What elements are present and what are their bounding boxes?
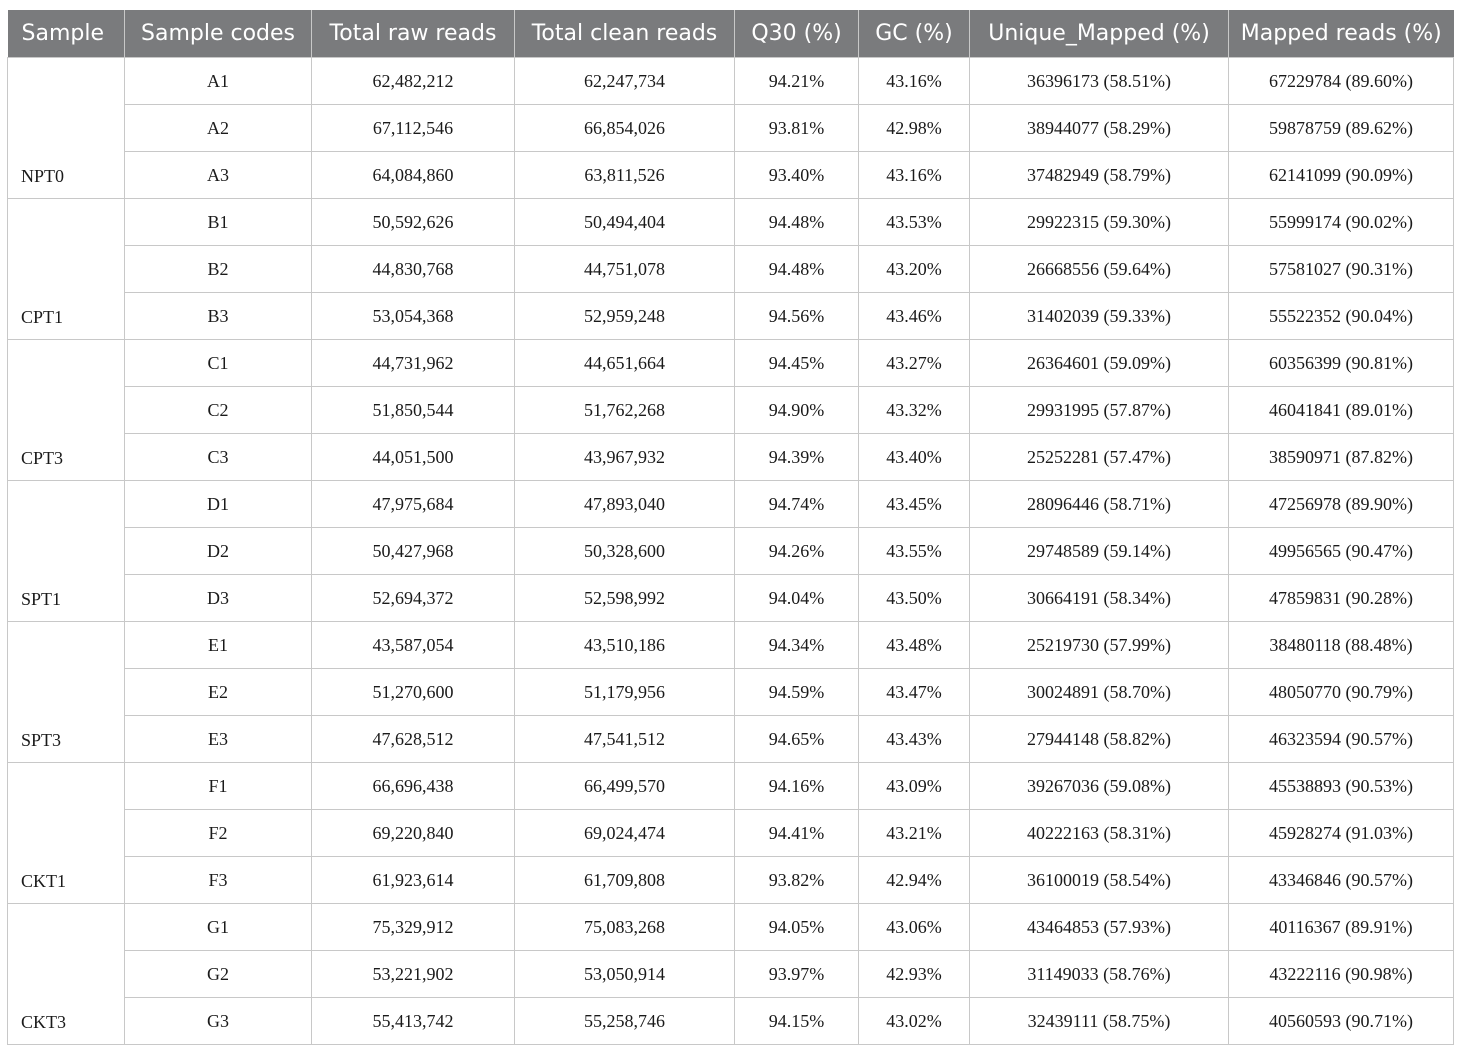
- q30-cell: 94.48%: [735, 199, 859, 246]
- unique-mapped-cell: 25219730 (57.99%): [970, 622, 1229, 669]
- sample-group-cell: CPT1: [8, 199, 125, 340]
- table-row: [8, 669, 1454, 716]
- total-clean-reads-cell: 51,762,268: [515, 387, 735, 434]
- table-row: [8, 434, 1454, 481]
- header-row: [8, 10, 1454, 58]
- sample-code-cell: C1: [125, 340, 312, 387]
- mapped-reads-cell: 38590971 (87.82%): [1229, 434, 1454, 481]
- sample-code-cell: A2: [125, 105, 312, 152]
- sample-group-cell: SPT3: [8, 622, 125, 763]
- total-raw-reads-cell: 67,112,546: [312, 105, 515, 152]
- total-raw-reads-cell: 43,587,054: [312, 622, 515, 669]
- q30-cell: 93.40%: [735, 152, 859, 199]
- sample-group-cell: NPT0: [8, 58, 125, 199]
- total-clean-reads-cell: 51,179,956: [515, 669, 735, 716]
- unique-mapped-cell: 25252281 (57.47%): [970, 434, 1229, 481]
- gc-cell: 43.21%: [859, 810, 970, 857]
- mapped-reads-cell: 48050770 (90.79%): [1229, 669, 1454, 716]
- sample-code-cell: G1: [125, 904, 312, 951]
- table-row: [8, 716, 1454, 763]
- table-container: [7, 10, 1453, 1045]
- q30-cell: 94.56%: [735, 293, 859, 340]
- gc-cell: 42.98%: [859, 105, 970, 152]
- sample-group-cell: CKT1: [8, 763, 125, 904]
- q30-cell: 93.97%: [735, 951, 859, 998]
- table-row: [8, 951, 1454, 998]
- total-clean-reads-cell: 47,541,512: [515, 716, 735, 763]
- total-raw-reads-cell: 61,923,614: [312, 857, 515, 904]
- table-row: [8, 387, 1454, 434]
- table-row: [8, 857, 1454, 904]
- sample-code-cell: G3: [125, 998, 312, 1045]
- q30-cell: 94.26%: [735, 528, 859, 575]
- q30-cell: 94.48%: [735, 246, 859, 293]
- gc-cell: 43.46%: [859, 293, 970, 340]
- table-row: [8, 763, 1454, 810]
- header-gc: GC (%): [859, 10, 970, 58]
- sample-code-cell: A1: [125, 58, 312, 105]
- unique-mapped-cell: 43464853 (57.93%): [970, 904, 1229, 951]
- sample-code-cell: B3: [125, 293, 312, 340]
- table-row: [8, 246, 1454, 293]
- header-mapped-reads: Mapped reads (%): [1229, 10, 1454, 58]
- q30-cell: 94.16%: [735, 763, 859, 810]
- total-clean-reads-cell: 47,893,040: [515, 481, 735, 528]
- total-clean-reads-cell: 66,499,570: [515, 763, 735, 810]
- q30-cell: 93.82%: [735, 857, 859, 904]
- mapped-reads-cell: 43222116 (90.98%): [1229, 951, 1454, 998]
- mapped-reads-cell: 45538893 (90.53%): [1229, 763, 1454, 810]
- table-row: [8, 998, 1454, 1045]
- sample-code-cell: A3: [125, 152, 312, 199]
- total-clean-reads-cell: 44,651,664: [515, 340, 735, 387]
- unique-mapped-cell: 29748589 (59.14%): [970, 528, 1229, 575]
- total-raw-reads-cell: 47,975,684: [312, 481, 515, 528]
- total-raw-reads-cell: 44,830,768: [312, 246, 515, 293]
- total-clean-reads-cell: 43,967,932: [515, 434, 735, 481]
- total-clean-reads-cell: 61,709,808: [515, 857, 735, 904]
- sample-group-cell: CPT3: [8, 340, 125, 481]
- q30-cell: 94.39%: [735, 434, 859, 481]
- mapped-reads-cell: 47256978 (89.90%): [1229, 481, 1454, 528]
- table-row: [8, 575, 1454, 622]
- q30-cell: 94.15%: [735, 998, 859, 1045]
- gc-cell: 42.93%: [859, 951, 970, 998]
- unique-mapped-cell: 36396173 (58.51%): [970, 58, 1229, 105]
- q30-cell: 94.04%: [735, 575, 859, 622]
- gc-cell: 43.02%: [859, 998, 970, 1045]
- total-raw-reads-cell: 69,220,840: [312, 810, 515, 857]
- unique-mapped-cell: 32439111 (58.75%): [970, 998, 1229, 1045]
- header-sample: Sample: [8, 10, 125, 58]
- gc-cell: 43.55%: [859, 528, 970, 575]
- total-raw-reads-cell: 50,592,626: [312, 199, 515, 246]
- mapped-reads-cell: 55999174 (90.02%): [1229, 199, 1454, 246]
- unique-mapped-cell: 26668556 (59.64%): [970, 246, 1229, 293]
- unique-mapped-cell: 30664191 (58.34%): [970, 575, 1229, 622]
- unique-mapped-cell: 36100019 (58.54%): [970, 857, 1229, 904]
- mapped-reads-cell: 45928274 (91.03%): [1229, 810, 1454, 857]
- unique-mapped-cell: 37482949 (58.79%): [970, 152, 1229, 199]
- sample-code-cell: D3: [125, 575, 312, 622]
- total-clean-reads-cell: 52,598,992: [515, 575, 735, 622]
- table-row: [8, 622, 1454, 669]
- unique-mapped-cell: 40222163 (58.31%): [970, 810, 1229, 857]
- mapped-reads-cell: 46323594 (90.57%): [1229, 716, 1454, 763]
- mapped-reads-cell: 62141099 (90.09%): [1229, 152, 1454, 199]
- sample-code-cell: B2: [125, 246, 312, 293]
- q30-cell: 94.65%: [735, 716, 859, 763]
- unique-mapped-cell: 31149033 (58.76%): [970, 951, 1229, 998]
- mapped-reads-cell: 49956565 (90.47%): [1229, 528, 1454, 575]
- header-sample-codes: Sample codes: [125, 10, 312, 58]
- unique-mapped-cell: 39267036 (59.08%): [970, 763, 1229, 810]
- unique-mapped-cell: 38944077 (58.29%): [970, 105, 1229, 152]
- table-row: [8, 199, 1454, 246]
- total-raw-reads-cell: 52,694,372: [312, 575, 515, 622]
- table-row: [8, 904, 1454, 951]
- sample-group-cell: CKT3: [8, 904, 125, 1045]
- gc-cell: 43.50%: [859, 575, 970, 622]
- total-clean-reads-cell: 69,024,474: [515, 810, 735, 857]
- sample-code-cell: F3: [125, 857, 312, 904]
- gc-cell: 43.40%: [859, 434, 970, 481]
- table-row: [8, 152, 1454, 199]
- mapped-reads-cell: 55522352 (90.04%): [1229, 293, 1454, 340]
- sample-code-cell: E1: [125, 622, 312, 669]
- table-row: [8, 293, 1454, 340]
- q30-cell: 94.34%: [735, 622, 859, 669]
- header-unique-mapped: Unique_Mapped (%): [970, 10, 1229, 58]
- unique-mapped-cell: 28096446 (58.71%): [970, 481, 1229, 528]
- table-row: [8, 105, 1454, 152]
- mapped-reads-cell: 47859831 (90.28%): [1229, 575, 1454, 622]
- total-clean-reads-cell: 50,328,600: [515, 528, 735, 575]
- total-clean-reads-cell: 66,854,026: [515, 105, 735, 152]
- total-raw-reads-cell: 51,850,544: [312, 387, 515, 434]
- mapped-reads-cell: 59878759 (89.62%): [1229, 105, 1454, 152]
- sample-code-cell: B1: [125, 199, 312, 246]
- gc-cell: 43.48%: [859, 622, 970, 669]
- total-clean-reads-cell: 52,959,248: [515, 293, 735, 340]
- sample-code-cell: C2: [125, 387, 312, 434]
- q30-cell: 94.05%: [735, 904, 859, 951]
- unique-mapped-cell: 29931995 (57.87%): [970, 387, 1229, 434]
- header-total-clean-reads: Total clean reads: [515, 10, 735, 58]
- total-clean-reads-cell: 55,258,746: [515, 998, 735, 1045]
- total-raw-reads-cell: 55,413,742: [312, 998, 515, 1045]
- gc-cell: 43.47%: [859, 669, 970, 716]
- gc-cell: 43.43%: [859, 716, 970, 763]
- mapped-reads-cell: 38480118 (88.48%): [1229, 622, 1454, 669]
- total-clean-reads-cell: 62,247,734: [515, 58, 735, 105]
- sample-code-cell: D1: [125, 481, 312, 528]
- unique-mapped-cell: 30024891 (58.70%): [970, 669, 1229, 716]
- total-raw-reads-cell: 51,270,600: [312, 669, 515, 716]
- total-raw-reads-cell: 62,482,212: [312, 58, 515, 105]
- mapped-reads-cell: 40116367 (89.91%): [1229, 904, 1454, 951]
- gc-cell: 43.45%: [859, 481, 970, 528]
- total-clean-reads-cell: 63,811,526: [515, 152, 735, 199]
- gc-cell: 43.16%: [859, 58, 970, 105]
- mapped-reads-cell: 57581027 (90.31%): [1229, 246, 1454, 293]
- mapped-reads-cell: 40560593 (90.71%): [1229, 998, 1454, 1045]
- total-raw-reads-cell: 64,084,860: [312, 152, 515, 199]
- sequencing-stats-table: [7, 10, 1454, 1045]
- q30-cell: 94.90%: [735, 387, 859, 434]
- mapped-reads-cell: 67229784 (89.60%): [1229, 58, 1454, 105]
- total-raw-reads-cell: 50,427,968: [312, 528, 515, 575]
- total-clean-reads-cell: 53,050,914: [515, 951, 735, 998]
- total-raw-reads-cell: 75,329,912: [312, 904, 515, 951]
- table-row: [8, 481, 1454, 528]
- mapped-reads-cell: 46041841 (89.01%): [1229, 387, 1454, 434]
- table-row: [8, 340, 1454, 387]
- gc-cell: 43.32%: [859, 387, 970, 434]
- header-total-raw-reads: Total raw reads: [312, 10, 515, 58]
- gc-cell: 43.20%: [859, 246, 970, 293]
- q30-cell: 94.59%: [735, 669, 859, 716]
- sample-code-cell: D2: [125, 528, 312, 575]
- unique-mapped-cell: 29922315 (59.30%): [970, 199, 1229, 246]
- table-row: [8, 58, 1454, 105]
- sample-code-cell: F2: [125, 810, 312, 857]
- q30-cell: 94.74%: [735, 481, 859, 528]
- unique-mapped-cell: 31402039 (59.33%): [970, 293, 1229, 340]
- q30-cell: 93.81%: [735, 105, 859, 152]
- total-clean-reads-cell: 75,083,268: [515, 904, 735, 951]
- sample-code-cell: E2: [125, 669, 312, 716]
- sample-code-cell: F1: [125, 763, 312, 810]
- header-q30: Q30 (%): [735, 10, 859, 58]
- total-raw-reads-cell: 44,051,500: [312, 434, 515, 481]
- total-raw-reads-cell: 44,731,962: [312, 340, 515, 387]
- total-clean-reads-cell: 50,494,404: [515, 199, 735, 246]
- table-row: [8, 528, 1454, 575]
- q30-cell: 94.21%: [735, 58, 859, 105]
- gc-cell: 42.94%: [859, 857, 970, 904]
- total-raw-reads-cell: 47,628,512: [312, 716, 515, 763]
- gc-cell: 43.16%: [859, 152, 970, 199]
- table-row: [8, 810, 1454, 857]
- mapped-reads-cell: 43346846 (90.57%): [1229, 857, 1454, 904]
- q30-cell: 94.45%: [735, 340, 859, 387]
- total-raw-reads-cell: 53,221,902: [312, 951, 515, 998]
- sample-code-cell: C3: [125, 434, 312, 481]
- total-clean-reads-cell: 44,751,078: [515, 246, 735, 293]
- total-clean-reads-cell: 43,510,186: [515, 622, 735, 669]
- total-raw-reads-cell: 66,696,438: [312, 763, 515, 810]
- gc-cell: 43.53%: [859, 199, 970, 246]
- sample-code-cell: G2: [125, 951, 312, 998]
- gc-cell: 43.06%: [859, 904, 970, 951]
- sample-group-cell: SPT1: [8, 481, 125, 622]
- table-body: [8, 58, 1454, 1045]
- unique-mapped-cell: 26364601 (59.09%): [970, 340, 1229, 387]
- total-raw-reads-cell: 53,054,368: [312, 293, 515, 340]
- unique-mapped-cell: 27944148 (58.82%): [970, 716, 1229, 763]
- gc-cell: 43.27%: [859, 340, 970, 387]
- sample-code-cell: E3: [125, 716, 312, 763]
- q30-cell: 94.41%: [735, 810, 859, 857]
- mapped-reads-cell: 60356399 (90.81%): [1229, 340, 1454, 387]
- gc-cell: 43.09%: [859, 763, 970, 810]
